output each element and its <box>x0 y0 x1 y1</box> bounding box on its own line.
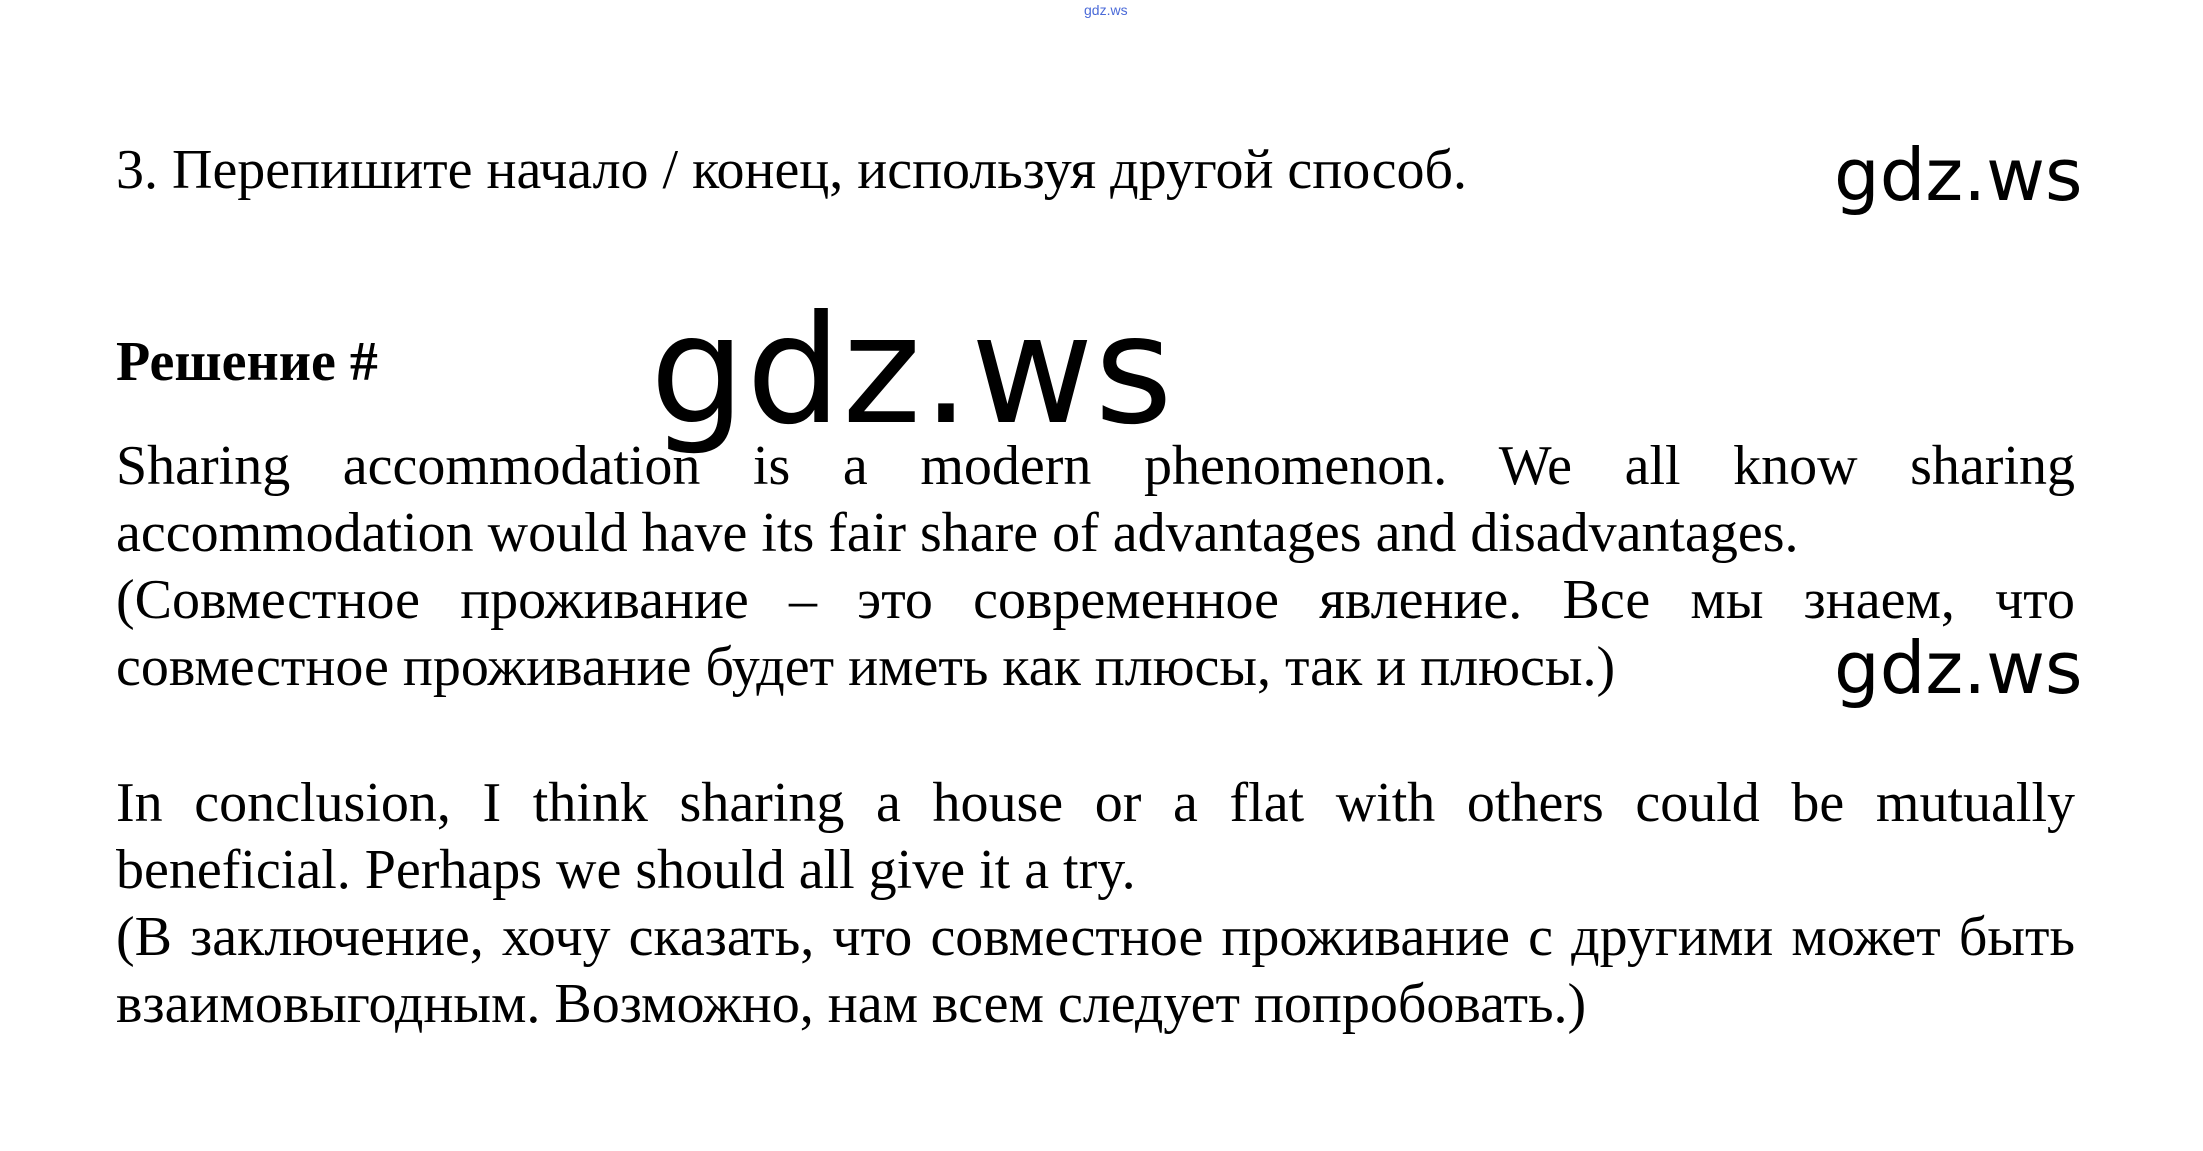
solution-heading: Решение # <box>116 331 378 393</box>
watermark-middle-right: gdz.ws <box>1834 626 2083 710</box>
paragraph-intro-russian: (Совместное проживание – это современное явление. Все мы знаем, что совместное проживание будет иметь как плюсы, так и плюсы.) <box>116 569 2075 698</box>
paragraph-intro-english: Sharing accommodation is a modern phenomenon. We all know sharing accommodation would have its fair share of advantages and disadvantages. <box>116 435 2075 564</box>
top-site-tag: gdz.ws <box>1084 2 1128 18</box>
paragraph-conclusion-english: In conclusion, I think sharing a house or a flat with others could be mutually beneficial. Perhaps we should all give it a try. <box>116 772 2075 901</box>
watermark-top-right: gdz.ws <box>1834 133 2083 217</box>
task-title: 3. Перепишите начало / конец, используя другой способ. <box>116 139 1467 201</box>
paragraph-conclusion-russian: (В заключение, хочу сказать, что совместное проживание с другими может быть взаимовыгодным. Возможно, нам всем следует попробовать.) <box>116 906 2075 1035</box>
watermark-center: gdz.ws <box>650 284 1174 458</box>
